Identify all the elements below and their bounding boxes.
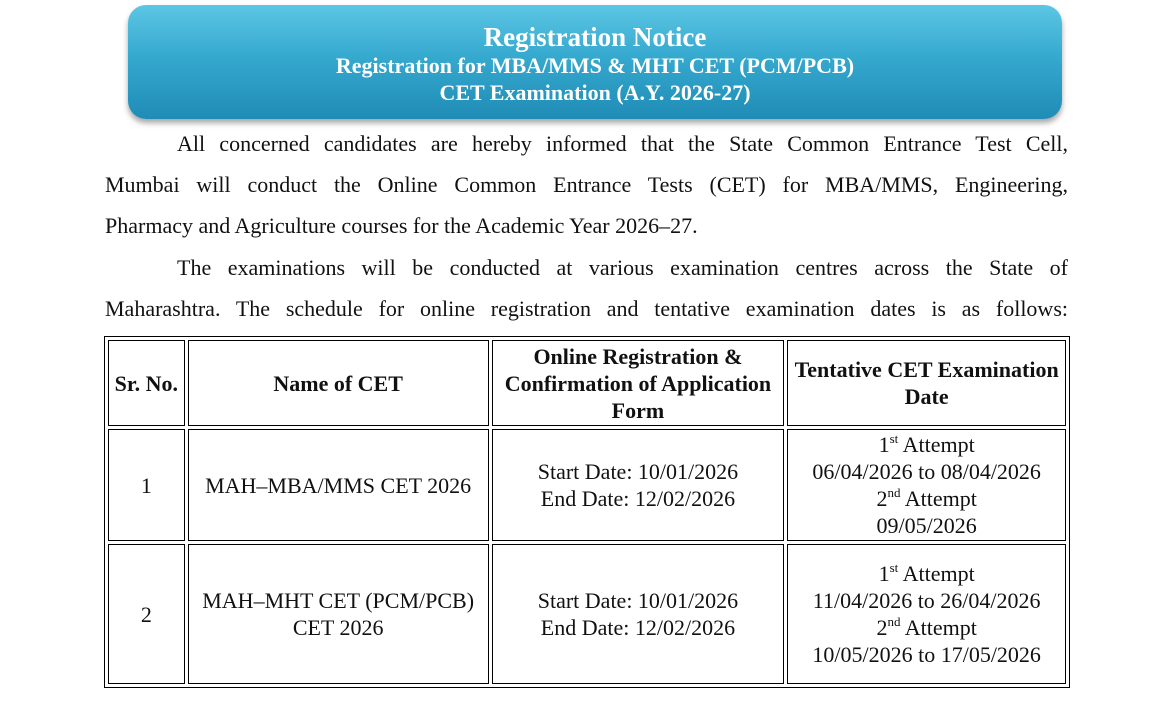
banner-title: Registration Notice [483, 22, 707, 52]
header-registration: Online Registration & Confirmation of Application Form [492, 340, 785, 426]
row-exam-dates [787, 429, 1066, 541]
start-date: Start Date: 10/01/2026 [537, 459, 739, 484]
attempt-1-label: 1st Attempt [878, 560, 975, 586]
notice-banner [128, 5, 1062, 119]
end-date: End Date: 12/02/2026 [540, 486, 736, 511]
header-exam-date: Tentative CET Examination Date [787, 340, 1066, 426]
row-cet-name [188, 544, 489, 684]
row-sr-no: 2 [108, 544, 185, 684]
schedule-line-2: Maharashtra. The schedule for online registration and tentative examination dates is as follows: [105, 296, 1068, 321]
table-row [108, 429, 1066, 541]
start-date: Start Date: 10/01/2026 [537, 588, 739, 613]
banner-exam-year: CET Examination (A.Y. 2026-27) [439, 80, 751, 105]
schedule-line-1: The examinations will be conducted at various examination centres across the State of [177, 255, 1068, 280]
table-header-row [108, 340, 1066, 426]
intro-line-3: Pharmacy and Agriculture courses for the Academic Year 2026–27. [105, 213, 698, 238]
intro-paragraph [105, 123, 1068, 246]
attempt-2-label: 2nd Attempt [876, 485, 977, 511]
attempt-2-dates: 10/05/2026 to 17/05/2026 [812, 642, 1041, 667]
row-exam-dates [787, 544, 1066, 684]
intro-line-1: All concerned candidates are hereby informed that the State Common Entrance Test Cell, [177, 131, 1068, 156]
header-cet-name: Name of CET [188, 340, 489, 426]
attempt-1-dates: 11/04/2026 to 26/04/2026 [812, 588, 1041, 613]
banner-subtitle: Registration for MBA/MMS & MHT CET (PCM/PCB) [335, 53, 855, 78]
schedule-table [104, 336, 1070, 688]
table-row [108, 544, 1066, 684]
cet-name-line: MAH–MBA/MMS CET 2026 [205, 472, 472, 498]
attempt-2-dates: 09/05/2026 [876, 513, 977, 538]
row-sr-no: 1 [108, 429, 185, 541]
row-cet-name [188, 429, 489, 541]
schedule-paragraph [105, 247, 1068, 329]
attempt-2-label: 2nd Attempt [876, 614, 977, 640]
cet-name-line: MAH–MHT CET (PCM/PCB) [202, 588, 475, 613]
attempt-1-label: 1st Attempt [878, 431, 975, 457]
end-date: End Date: 12/02/2026 [540, 615, 736, 640]
header-sr-no: Sr. No. [108, 340, 185, 426]
row-registration-dates [492, 544, 785, 684]
cet-name-line: CET 2026 [292, 615, 384, 640]
row-registration-dates [492, 429, 785, 541]
attempt-1-dates: 06/04/2026 to 08/04/2026 [812, 459, 1041, 484]
intro-line-2: Mumbai will conduct the Online Common Entrance Tests (CET) for MBA/MMS, Engineering, [105, 172, 1068, 197]
